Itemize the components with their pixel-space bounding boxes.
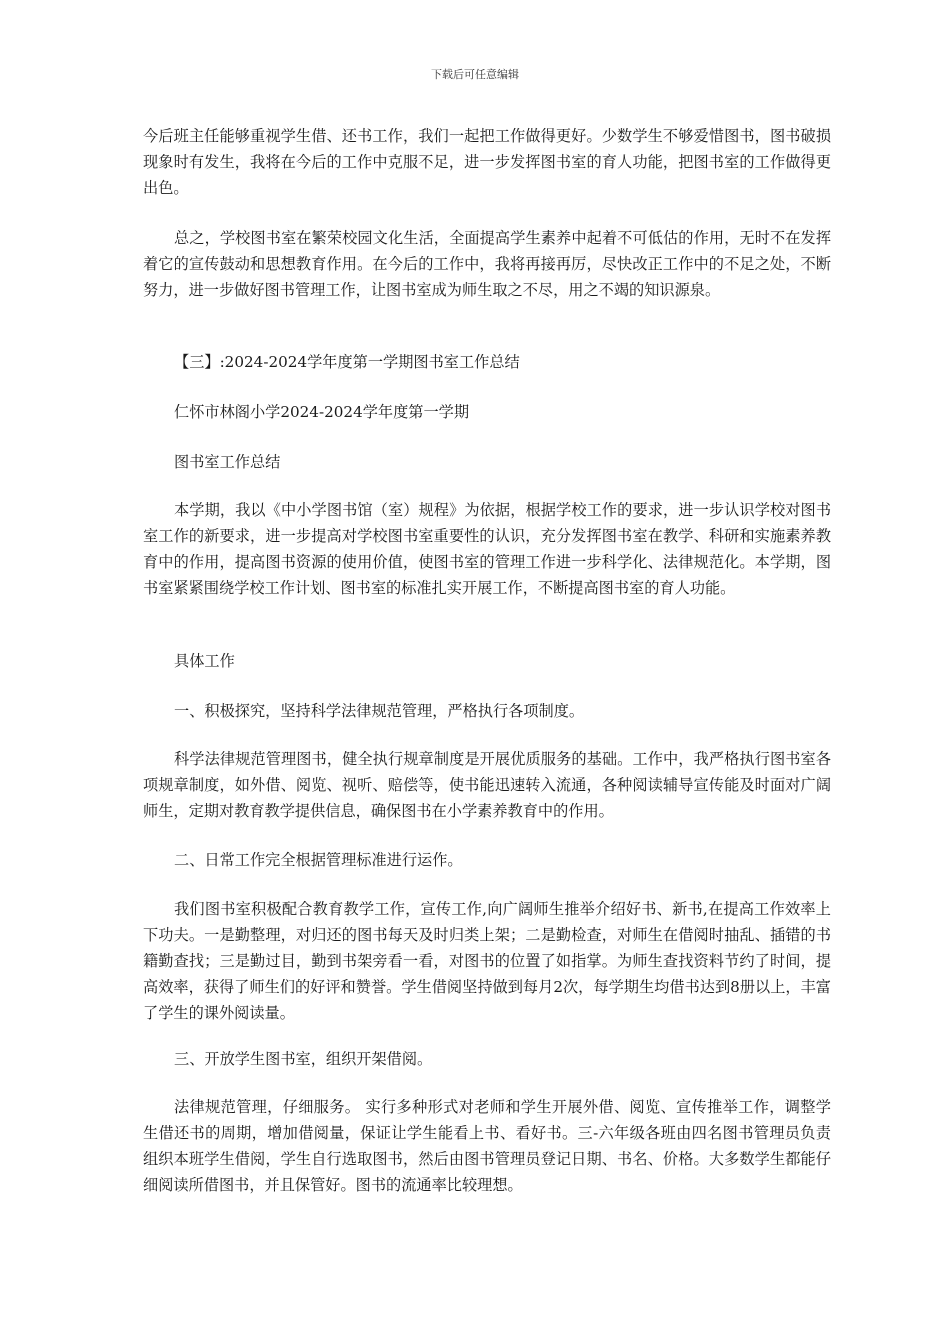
paragraph-intro: 本学期，我以《中小学图书馆（室）规程》为依据，根据学校工作的要求，进一步认识学校对图书室工作的新要求，进一步提高对学校图书室重要性的认识，充分发挥图书室在教学、科研和实施素养教育中的作用，提高图书资源的使用价值，使图书室的管理工作进一步科学化、法律规范化。本学期，图书室紧紧围绕学校工作计划、图书室的标准扎实开展工作，不断提高图书室的育人功能。 <box>143 501 831 597</box>
subheading-one: 一、积极探究，坚持科学法律规范管理，严格执行各项制度。 <box>174 702 585 720</box>
page-header: 下载后可任意编辑 <box>431 68 519 81</box>
paragraph-two: 我们图书室积极配合教育教学工作，宣传工作,向广阔师生推举介绍好书、新书,在提高工作效率上下功夫。一是勤整理，对归还的图书每天及时归类上架；二是勤检查，对师生在借阅时抽乱、插错的书籍勤查找；三是勤过目，勤到书架旁看一看，对图书的位置了如指掌。为师生查找资料节约了时间，提高效率，获得了师生们的好评和赞誉。学生借阅坚持做到每月2次，每学期生均借书达到8册以上，丰富了学生的课外阅读量。 <box>143 900 831 1022</box>
report-title: 图书室工作总结 <box>174 453 281 471</box>
paragraph-three: 法律规范管理，仔细服务。 实行多种形式对老师和学生开展外借、阅览、宣传推举工作，调整学生借还书的周期，增加借阅量，保证让学生能看上书、看好书。三-六年级各班由四名图书管理员负责组织本班学生借阅，学生自行选取图书，然后由图书管理员登记日期、书名、价格。大多数学生都能仔细阅读所借图书，并且保管好。图书的流通率比较理想。 <box>143 1098 831 1194</box>
paragraph-conclusion: 总之，学校图书室在繁荣校园文化生活，全面提高学生素养中起着不可低估的作用，无时不在发挥着它的宣传鼓动和思想教育作用。在今后的工作中，我将再接再厉，尽快改正工作中的不足之处，不断努力，进一步做好图书管理工作，让图书室成为师生取之不尽，用之不竭的知识源泉。 <box>143 229 831 299</box>
school-title: 仁怀市林阁小学2024-2024学年度第一学期 <box>174 403 470 421</box>
subheading-three: 三、开放学生图书室，组织开架借阅。 <box>174 1050 433 1068</box>
paragraph-continuation: 今后班主任能够重视学生借、还书工作，我们一起把工作做得更好。少数学生不够爱惜图书，图书破损现象时有发生，我将在今后的工作中克服不足，进一步发挥图书室的育人功能，把图书室的工作做得更出色。 <box>143 127 831 197</box>
subheading-two: 二、日常工作完全根据管理标准进行运作。 <box>174 851 463 869</box>
section-heading-three: 【三】:2024-2024学年度第一学期图书室工作总结 <box>174 353 520 371</box>
subheading-specific-work: 具体工作 <box>174 652 235 670</box>
paragraph-one: 科学法律规范管理图书，健全执行规章制度是开展优质服务的基础。工作中，我严格执行图书室各项规章制度，如外借、阅览、视听、赔偿等，使书能迅速转入流通，各种阅读辅导宣传能及时面对广阔师生，定期对教育教学提供信息，确保图书在小学素养教育中的作用。 <box>143 750 831 820</box>
